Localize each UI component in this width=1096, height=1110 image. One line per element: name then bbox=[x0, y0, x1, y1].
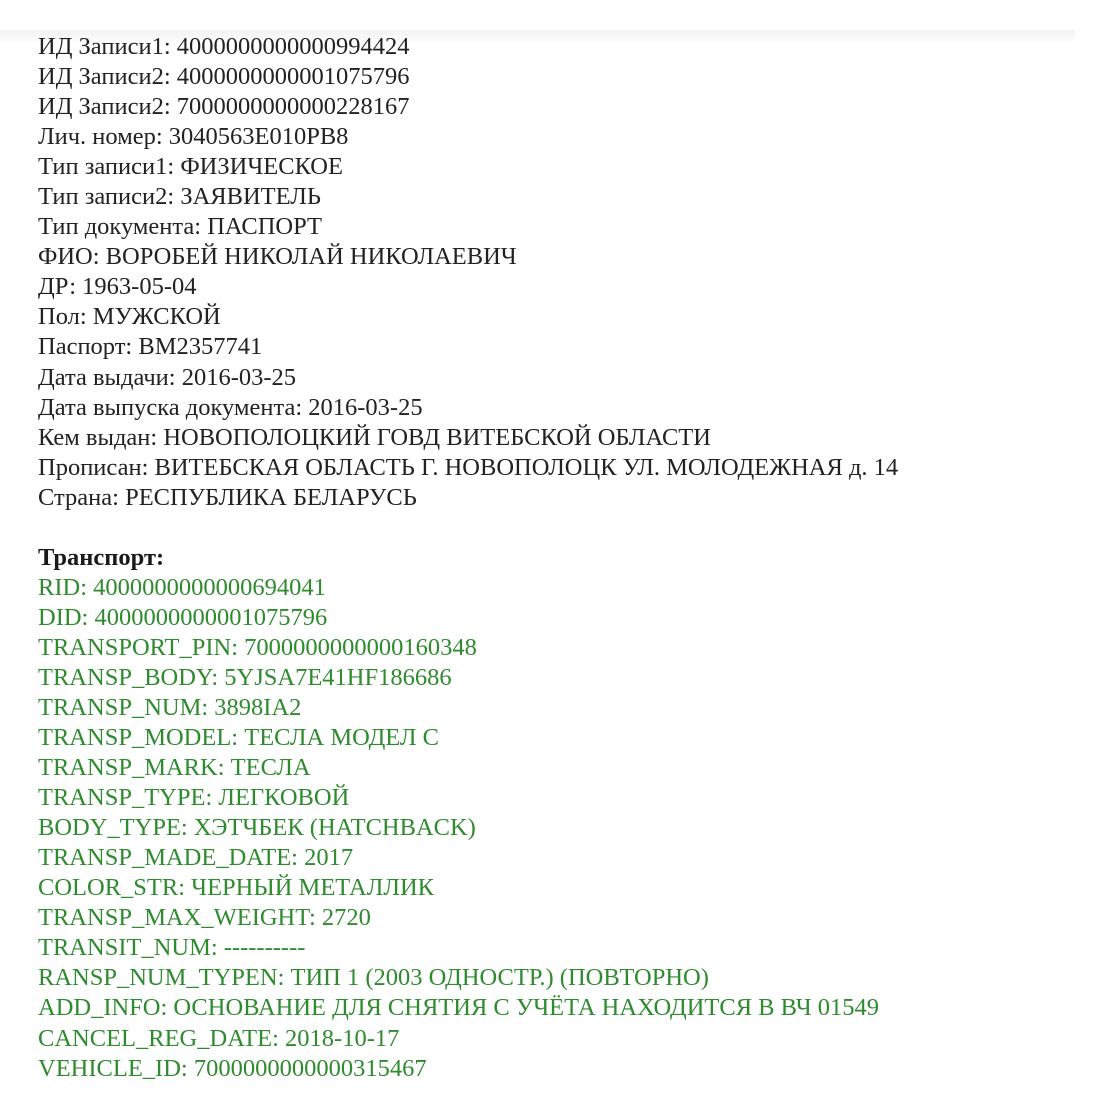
vehicle-id: VEHICLE_ID: 7000000000000315467 bbox=[38, 1054, 427, 1082]
transport-pin: TRANSPORT_PIN: 7000000000000160348 bbox=[38, 633, 477, 661]
transport-rid: RID: 4000000000000694041 bbox=[38, 573, 326, 601]
add-info: ADD_INFO: ОСНОВАНИЕ ДЛЯ СНЯТИЯ С УЧЁТА НАХОДИТСЯ В ВЧ 01549 bbox=[38, 994, 880, 1022]
transport-model: TRANSP_MODEL: ТЕСЛА МОДЕЛ С bbox=[38, 724, 440, 752]
record-id-3: ИД Записи2: 7000000000000228167 bbox=[38, 93, 410, 121]
transport-body: TRANSP_BODY: 5YJSA7E41HF186686 bbox=[38, 663, 452, 691]
section-gap bbox=[38, 513, 898, 543]
transport-heading: Транспорт: bbox=[38, 543, 165, 571]
transport-type: TRANSP_TYPE: ЛЕГКОВОЙ bbox=[38, 784, 350, 812]
passport-number: Паспорт: BM2357741 bbox=[38, 333, 263, 361]
person-section bbox=[38, 32, 898, 513]
record-id-2: ИД Записи2: 4000000000001075796 bbox=[38, 63, 410, 91]
registered-address: Прописан: ВИТЕБСКАЯ ОБЛАСТЬ Г. НОВОПОЛОЦК УЛ. МОЛОДЕЖНАЯ д. 14 bbox=[38, 453, 899, 481]
transport-max-weight: TRANSP_MAX_WEIGHT: 2720 bbox=[38, 904, 371, 932]
record-id-1: ИД Записи1: 4000000000000994424 bbox=[38, 33, 410, 60]
transport-made-date: TRANSP_MADE_DATE: 2017 bbox=[38, 844, 354, 872]
body-type: BODY_TYPE: ХЭТЧБЕК (HATCHBACK) bbox=[38, 814, 476, 842]
color-str: COLOR_STR: ЧЕРНЫЙ МЕТАЛЛИК bbox=[38, 874, 434, 902]
document-release-date: Дата выпуска документа: 2016-03-25 bbox=[38, 393, 423, 421]
personal-number: Лич. номер: 3040563E010PB8 bbox=[38, 123, 349, 151]
full-name: ФИО: ВОРОБЕЙ НИКОЛАЙ НИКОЛАЕВИЧ bbox=[38, 243, 517, 271]
record-type-1: Тип записи1: ФИЗИЧЕСКОЕ bbox=[38, 153, 343, 181]
transport-num: TRANSP_NUM: 3898IA2 bbox=[38, 693, 302, 721]
record-type-2: Тип записи2: ЗАЯВИТЕЛЬ bbox=[38, 183, 321, 211]
transport-did: DID: 4000000000001075796 bbox=[38, 603, 328, 631]
issue-date: Дата выдачи: 2016-03-25 bbox=[38, 363, 297, 391]
num-type: RANSP_NUM_TYPEN: ТИП 1 (2003 ОДНОСТР.) (ПОВТОРНО) bbox=[38, 964, 709, 992]
cancel-reg-date: CANCEL_REG_DATE: 2018-10-17 bbox=[38, 1024, 400, 1052]
gender: Пол: МУЖСКОЙ bbox=[38, 303, 221, 331]
birth-date: ДР: 1963-05-04 bbox=[38, 273, 197, 301]
country: Страна: РЕСПУБЛИКА БЕЛАРУСЬ bbox=[38, 483, 417, 511]
record-document bbox=[38, 32, 898, 1084]
transport-mark: TRANSP_MARK: ТЕСЛА bbox=[38, 754, 311, 782]
transport-section bbox=[38, 543, 898, 1084]
transit-num: TRANSIT_NUM: ---------- bbox=[38, 934, 306, 962]
document-type: Тип документа: ПАСПОРТ bbox=[38, 213, 322, 241]
issued-by: Кем выдан: НОВОПОЛОЦКИЙ ГОВД ВИТЕБСКОЙ ОБЛАСТИ bbox=[38, 423, 711, 451]
